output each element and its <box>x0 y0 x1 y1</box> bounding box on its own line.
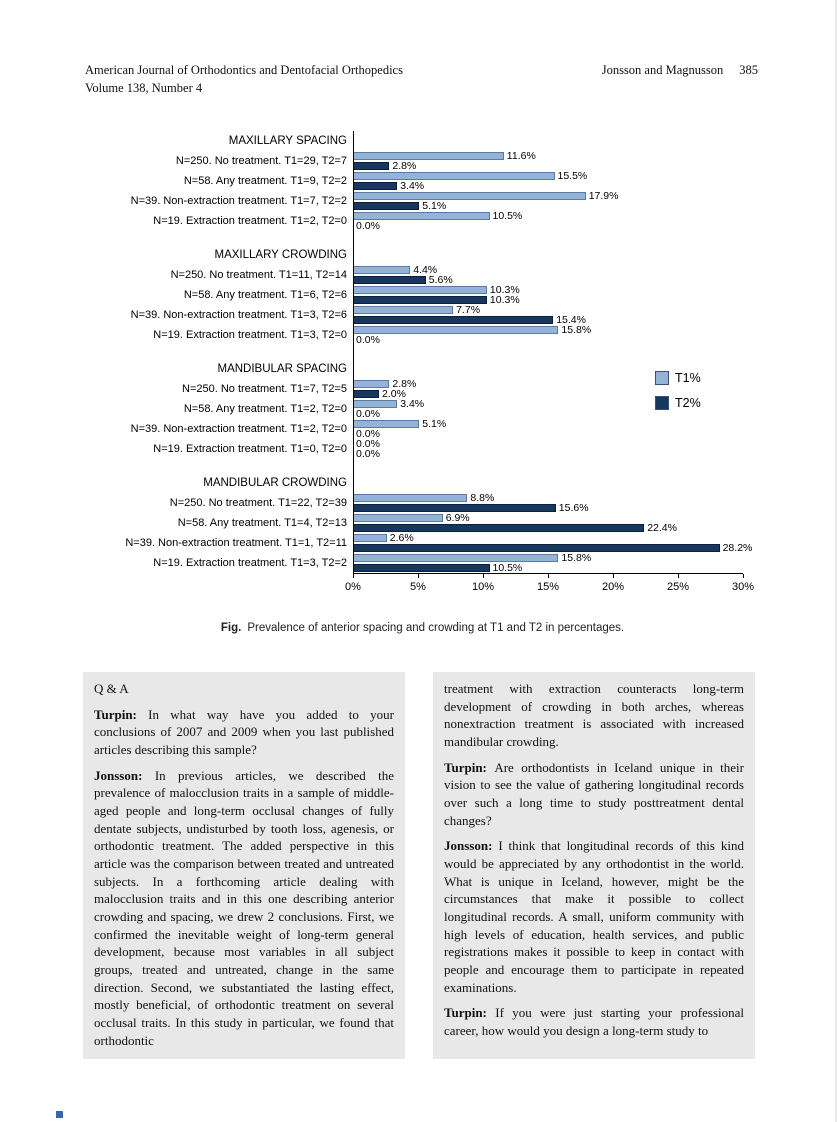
bar-value-label: 5.1% <box>422 417 447 430</box>
bar-line <box>353 541 753 554</box>
corner-artifact <box>56 1111 63 1118</box>
axis-tick-label: 25% <box>666 581 690 593</box>
bar-line <box>353 417 743 430</box>
chart-row-bars <box>353 211 743 231</box>
t2-bar <box>353 524 644 532</box>
chart-group-title: MAXILLARY SPACING <box>228 135 347 147</box>
chart-group <box>85 131 760 231</box>
chart-row <box>85 513 760 533</box>
chart-row-label: N=19. Extraction treatment. T1=2, T2=0 <box>153 215 347 227</box>
bar-value-label: 15.4% <box>556 313 586 326</box>
axis-tick <box>743 574 744 578</box>
t2-bar <box>353 276 426 284</box>
page-number: 385 <box>739 63 758 77</box>
t1-bar <box>353 306 453 314</box>
legend-item <box>655 396 701 410</box>
caption-prefix: Fig. <box>220 622 242 634</box>
chart-groups <box>85 131 760 573</box>
chart-group-title: MAXILLARY CROWDING <box>214 249 347 261</box>
journal-title: American Journal of Orthodontics and Dentofacial Orthopedics <box>85 63 403 77</box>
chart-row-bars <box>353 265 743 285</box>
t2-bar <box>353 544 720 552</box>
qa-paragraph: Turpin: In what way have you added to your conclusions of 2007 and 2009 when you last published articles describing this sample? <box>94 706 394 758</box>
bar-line <box>353 407 743 420</box>
qa-section <box>83 672 755 1059</box>
qa-paragraph: Turpin: If you were just starting your professional career, how would you design a long-term study to <box>444 1005 744 1039</box>
bar-line <box>353 437 743 450</box>
chart-row-bars <box>353 325 743 345</box>
bar-value-label: 2.8% <box>392 159 417 172</box>
bar-value-label: 10.3% <box>489 293 520 306</box>
qa-column-left <box>83 672 405 1059</box>
bar-value-label: 15.8% <box>561 323 592 336</box>
axis-tick-label: 30% <box>731 581 755 593</box>
chart-row-label: N=19. Extraction treatment. T1=0, T2=0 <box>153 443 347 455</box>
bar-line <box>353 323 743 336</box>
bar-value-label: 5.6% <box>428 273 453 286</box>
speaker-name: Turpin: <box>94 706 149 722</box>
chart-group-title: MANDIBULAR CROWDING <box>203 477 347 489</box>
figure <box>85 131 760 634</box>
legend-label: T1% <box>675 371 701 385</box>
qa-left-paragraphs <box>94 706 394 1050</box>
axis-tick <box>483 574 484 578</box>
chart-group <box>85 245 760 345</box>
t1-bar <box>353 420 419 428</box>
bar-line <box>353 293 743 306</box>
figure-caption <box>85 622 760 634</box>
x-axis <box>345 573 755 600</box>
axis-tick-label: 0% <box>345 581 361 593</box>
t1-bar <box>353 400 397 408</box>
bar-chart <box>85 131 760 573</box>
axis-tick-label: 15% <box>536 581 560 593</box>
axis-tick <box>613 574 614 578</box>
chart-row <box>85 305 760 325</box>
y-axis-line <box>353 131 354 573</box>
chart-row <box>85 191 760 211</box>
bar-line <box>353 273 743 286</box>
chart-row-label: N=250. No treatment. T1=22, T2=39 <box>169 497 347 509</box>
page-right-edge <box>835 0 837 1122</box>
bar-value-label: 2.6% <box>389 531 414 544</box>
page-header <box>0 0 838 97</box>
t2-bar <box>353 504 556 512</box>
bar-value-label: 10.3% <box>489 283 520 296</box>
t1-bar <box>353 212 490 220</box>
bar-line <box>353 511 743 524</box>
t2-bar <box>353 296 487 304</box>
qa-right-paragraphs <box>444 680 744 1040</box>
axis-tick <box>418 574 419 578</box>
t2-bar <box>353 390 379 398</box>
bar-line <box>353 561 743 574</box>
speaker-name: Turpin: <box>444 1005 496 1021</box>
bar-value-label: 17.9% <box>588 189 619 202</box>
bar-line <box>353 209 743 222</box>
bar-value-label: 0.0% <box>356 447 380 460</box>
t2-bar <box>353 182 397 190</box>
bar-value-label: 2.0% <box>382 387 406 400</box>
bar-line <box>353 179 743 192</box>
qa-heading: Q & A <box>94 681 129 696</box>
t1-bar <box>353 380 389 388</box>
bar-value-label: 3.4% <box>400 397 425 410</box>
bar-line <box>353 333 743 346</box>
chart-legend <box>655 371 701 410</box>
chart-row-bars <box>353 531 753 554</box>
t1-bar <box>353 172 555 180</box>
bar-value-label: 22.4% <box>647 521 677 534</box>
axis-tick-label: 20% <box>601 581 624 593</box>
bar-value-label: 6.9% <box>445 511 470 524</box>
bar-line <box>353 283 743 296</box>
chart-row-bars <box>353 419 743 439</box>
t2-legend-swatch <box>655 396 669 410</box>
chart-row-label: N=250. No treatment. T1=11, T2=14 <box>170 269 347 281</box>
chart-row-label: N=58. Any treatment. T1=2, T2=0 <box>183 403 347 415</box>
chart-group-header <box>85 245 760 265</box>
chart-row <box>85 439 760 459</box>
bar-line <box>353 491 743 504</box>
bar-line <box>353 531 743 544</box>
bar-value-label: 15.5% <box>557 169 588 182</box>
chart-row-bars <box>353 285 743 305</box>
bar-line <box>353 447 743 460</box>
chart-row-bars <box>353 493 743 513</box>
chart-row <box>85 285 760 305</box>
t2-bar <box>353 564 490 572</box>
speaker-name: Turpin: <box>444 759 495 775</box>
chart-row-bars <box>353 553 743 573</box>
bar-value-label: 0.0% <box>356 219 380 232</box>
chart-row-bars <box>353 191 743 211</box>
speaker-name: Jonsson: <box>444 838 499 854</box>
chart-group-header <box>85 473 760 493</box>
bar-value-label: 10.5% <box>492 561 523 574</box>
chart-row <box>85 325 760 345</box>
chart-plot-spacer <box>353 131 743 151</box>
bar-line <box>353 303 743 316</box>
chart-row <box>85 151 760 171</box>
chart-row-label: N=58. Any treatment. T1=9, T2=2 <box>183 175 347 187</box>
chart-group-title: MANDIBULAR SPACING <box>217 363 347 375</box>
t1-bar <box>353 266 410 274</box>
t1-bar <box>353 152 504 160</box>
chart-plot-spacer <box>353 245 743 265</box>
bar-line <box>353 427 743 440</box>
axis-tick-label: 10% <box>471 581 494 593</box>
chart-row-label: N=58. Any treatment. T1=6, T2=6 <box>183 289 347 301</box>
t1-bar <box>353 494 467 502</box>
bar-line <box>353 219 743 232</box>
bar-value-label: 0.0% <box>356 427 380 440</box>
bar-line <box>353 159 743 172</box>
chart-row-bars <box>353 513 743 533</box>
bar-line <box>353 199 743 212</box>
bar-value-label: 0.0% <box>356 437 380 450</box>
chart-row-bars <box>353 439 743 459</box>
bar-value-label: 4.4% <box>413 263 438 276</box>
t1-bar <box>353 534 387 542</box>
chart-row-label: N=39. Non-extraction treatment. T1=3, T2=6 <box>130 309 347 321</box>
chart-row-label: N=39. Non-extraction treatment. T1=7, T2=2 <box>130 195 347 207</box>
legend-label: T2% <box>675 396 701 410</box>
chart-row-label: N=19. Extraction treatment. T1=3, T2=2 <box>153 557 347 569</box>
qa-paragraph: Jonsson: In previous articles, we described the prevalence of malocclusion traits in a sample of middle-aged people and long-term occlusal changes of fully dentate subjects, undisturbed by tooth loss, agenesis, or orthodontic treatment. The added perspective in this article was the comparison between treated and untreated subjects. In a forthcoming article dealing with malocclusion traits and in this one describing anterior crowding and spacing, we drew 2 conclusions. First, we confirmed the inevitable weight of long-term general development, because most variables in all subject groups, treated and untreated, change in the same direction. Second, we substantiated the lasting effect, mostly beneficial, of orthodontic treatment on several occlusal traits. In this study in particular, we found that orthodontic <box>94 767 394 1048</box>
chart-row-label: N=39. Non-extraction treatment. T1=2, T2=0 <box>130 423 347 435</box>
chart-row <box>85 493 760 513</box>
bar-value-label: 10.5% <box>492 209 523 222</box>
chart-plot-spacer <box>353 473 743 493</box>
chart-row-label: N=250. No treatment. T1=7, T2=5 <box>182 383 347 395</box>
t1-bar <box>353 326 558 334</box>
running-head-authors: Jonsson and Magnusson <box>601 63 724 77</box>
t1-bar <box>353 192 586 200</box>
t2-bar <box>353 202 419 210</box>
t1-bar <box>353 554 558 562</box>
speaker-name: Jonsson: <box>94 767 155 783</box>
qa-paragraph: treatment with extraction counteracts long-term development of crowding in both arches, whereas nonextraction treatment is associated with increased mandibular crowding. <box>444 681 744 750</box>
chart-group <box>85 473 760 573</box>
bar-value-label: 15.8% <box>561 551 592 564</box>
chart-group-header <box>85 131 760 151</box>
bar-value-label: 11.6% <box>506 149 536 162</box>
qa-paragraph: Jonsson: I think that longitudinal records of this kind would be appreciated by any orthodontist in the world. What is unique in Iceland, however, might be the circumstances that make it possible to collect longitudinal records. A small, uniform community with high levels of education, health services, and public registrations makes it possible to keep in contact with people and encourage them to participate in repeated examinations. <box>444 838 744 995</box>
chart-row <box>85 553 760 573</box>
chart-row-bars <box>353 171 743 191</box>
chart-row-bars <box>353 151 743 171</box>
bar-line <box>353 313 743 326</box>
running-head <box>602 62 758 97</box>
chart-row <box>85 171 760 191</box>
legend-item <box>655 371 701 385</box>
chart-row <box>85 419 760 439</box>
qa-paragraph: Turpin: Are orthodontists in Iceland unique in their vision to see the value of gathering longitudinal records over such a long time to study posttreatment dental changes? <box>444 759 745 828</box>
bar-value-label: 5.1% <box>422 199 447 212</box>
bar-value-label: 28.2% <box>722 541 753 554</box>
t2-bar <box>353 316 553 324</box>
chart-row-bars <box>353 305 743 325</box>
axis-tick-label: 5% <box>410 581 426 593</box>
bar-value-label: 0.0% <box>356 333 380 346</box>
qa-column-right <box>433 672 755 1059</box>
bar-value-label: 0.0% <box>356 407 380 420</box>
bar-value-label: 7.7% <box>456 303 481 316</box>
bar-value-label: 15.6% <box>558 501 589 514</box>
chart-row-label: N=250. No treatment. T1=29, T2=7 <box>175 155 347 167</box>
chart-row <box>85 265 760 285</box>
chart-row <box>85 211 760 231</box>
journal-issue: Volume 138, Number 4 <box>85 80 203 95</box>
bar-value-label: 3.4% <box>400 179 425 192</box>
axis-tick <box>548 574 549 578</box>
t1-bar <box>353 286 487 294</box>
chart-row-label: N=19. Extraction treatment. T1=3, T2=0 <box>153 329 347 341</box>
chart-row-label: N=58. Any treatment. T1=4, T2=13 <box>177 517 347 529</box>
journal-info <box>85 62 403 97</box>
bar-line <box>353 263 743 276</box>
t1-bar <box>353 514 443 522</box>
t1-legend-swatch <box>655 371 669 385</box>
chart-row <box>85 533 760 553</box>
chart-row-label: N=39. Non-extraction treatment. T1=1, T2=11 <box>125 537 347 549</box>
bar-line <box>353 501 743 514</box>
bar-line <box>353 551 743 564</box>
bar-value-label: 2.8% <box>392 377 417 390</box>
caption-text: Prevalence of anterior spacing and crowding at T1 and T2 in percentages. <box>247 622 625 634</box>
t2-bar <box>353 162 389 170</box>
bar-value-label: 8.8% <box>470 491 495 504</box>
axis-tick <box>678 574 679 578</box>
axis-tick <box>353 574 354 578</box>
bar-line <box>353 189 743 202</box>
